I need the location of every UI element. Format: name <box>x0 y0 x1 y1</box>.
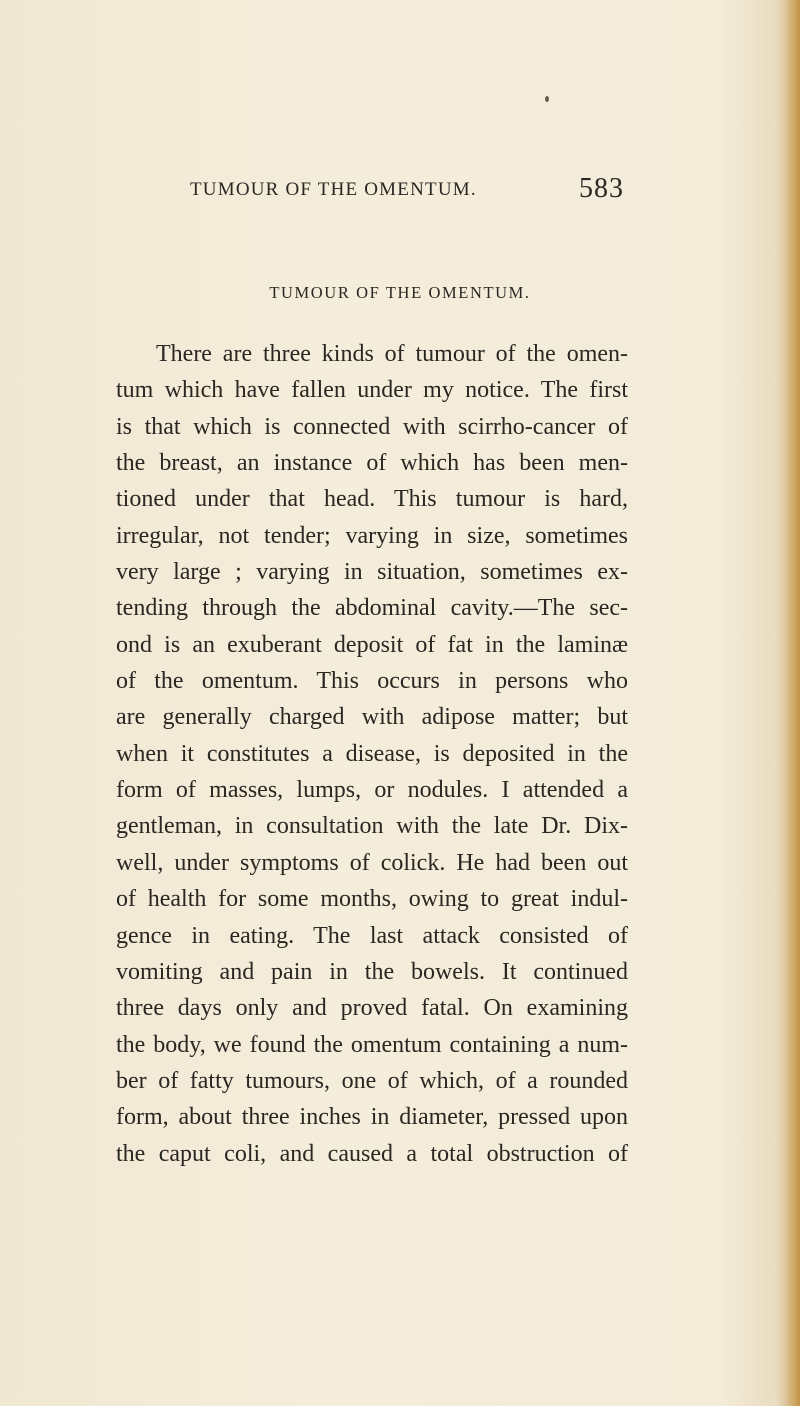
ink-speck <box>545 96 549 102</box>
text-line: well, under symptoms of colick. He had been out <box>116 849 628 876</box>
text-line: tioned under that head. This tumour is hard, <box>116 486 628 513</box>
text-line: when it constitutes a disease, is deposited in the <box>116 740 628 767</box>
text-line: gence in eating. The last attack consisted of <box>116 922 628 949</box>
text-line: the breast, an instance of which has been men- <box>116 450 628 477</box>
text-line: of the omentum. This occurs in persons who <box>116 668 628 695</box>
text-line: is that which is connected with scirrho-cancer of <box>116 413 628 440</box>
text-line: There are three kinds of tumour of the omen- <box>156 341 628 367</box>
body-paragraph <box>116 336 628 1172</box>
text-line: form of masses, lumps, or nodules. I attended a <box>116 777 628 804</box>
text-line: three days only and proved fatal. On examining <box>116 995 628 1022</box>
text-line: irregular, not tender; varying in size, sometimes <box>116 522 628 549</box>
text-line: are generally charged with adipose matter; but <box>116 704 628 731</box>
page-edge <box>786 0 800 1406</box>
text-line: ber of fatty tumours, one of which, of a rounded <box>116 1067 628 1094</box>
text-line: ond is an exuberant deposit of fat in the laminæ <box>116 631 628 658</box>
text-line: gentleman, in consultation with the late Dr. Dix- <box>116 813 628 840</box>
text-line: of health for some months, owing to great indul- <box>116 886 628 913</box>
page-number: 583 <box>579 173 624 204</box>
text-line: vomiting and pain in the bowels. It continued <box>116 958 628 985</box>
text-line: form, about three inches in diameter, pressed upon <box>116 1104 628 1131</box>
text-line: very large ; varying in situation, sometimes ex- <box>116 559 628 586</box>
running-head-title: TUMOUR OF THE OMENTUM. <box>190 179 477 200</box>
section-heading: TUMOUR OF THE OMENTUM. <box>269 283 531 302</box>
running-head <box>190 173 624 209</box>
text-line: tum which have fallen under my notice. The first <box>116 377 628 404</box>
text-line: the caput coli, and caused a total obstruction of <box>116 1140 628 1167</box>
text-line: tending through the abdominal cavity.—The sec- <box>116 595 628 622</box>
text-line: the body, we found the omentum containing a num- <box>116 1031 628 1058</box>
